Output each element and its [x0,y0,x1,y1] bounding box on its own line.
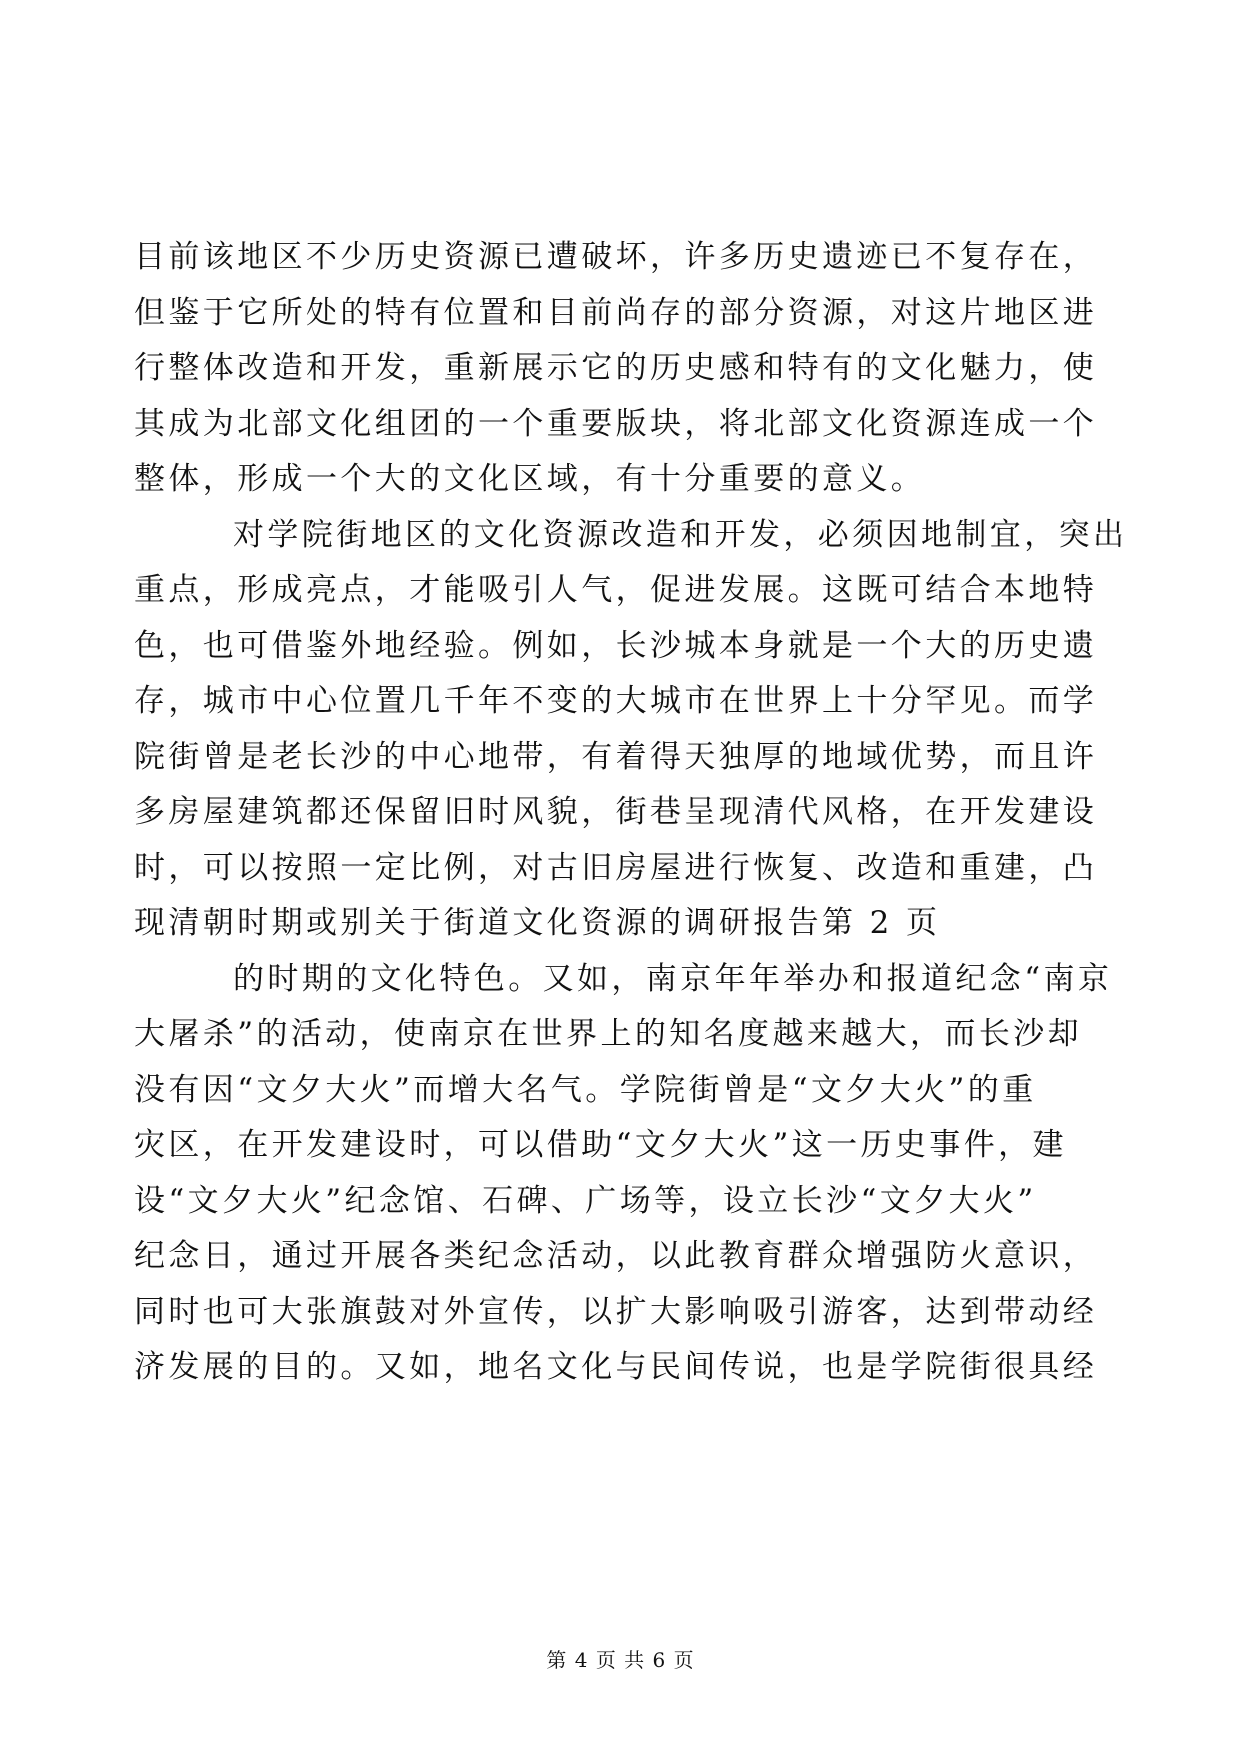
text-line: 院街曾是老长沙的中心地带，有着得天独厚的地域优势，而且许 [134,738,1098,775]
text-line: 纪念日，通过开展各类纪念活动，以此教育群众增强防火意识， [134,1238,1098,1274]
text-line: 但鉴于它所处的特有位置和目前尚存的部分资源，对这片地区进 [134,294,1098,331]
text-line: 设“文夕大火”纪念馆、石碑、广场等，设立长沙“文夕大火” [134,1182,1037,1219]
text-line: 现清朝时期或别关于街道文化资源的调研报告第 2 页 [134,905,941,941]
text-line: 行整体改造和开发，重新展示它的历史感和特有的文化魅力，使 [134,350,1098,386]
text-line: 济发展的目的。又如，地名文化与民间传说，也是学院街很具经 [134,1349,1098,1385]
page-number-footer: 第 4 页 共 6 页 [546,1648,695,1672]
text-line: 目前该地区不少历史资源已遭破坏，许多历史遗迹已不复存在， [134,239,1098,275]
text-line: 色，也可借鉴外地经验。例如，长沙城本身就是一个大的历史遗 [134,627,1098,664]
paragraph-start-line: 对学院街地区的文化资源改造和开发，必须因地制宜，突出 [233,516,1128,553]
text-line: 灾区，在开发建设时，可以借助“文夕大火”这一历史事件，建 [134,1127,1067,1163]
paragraph-start-line: 的时期的文化特色。又如，南京年年举办和报道纪念“南京 [233,960,1113,997]
text-line: 整体，形成一个大的文化区域，有十分重要的意义。 [134,461,926,497]
text-line: 大屠杀”的活动，使南京在世界上的知名度越来越大，而长沙却 [134,1016,1083,1052]
text-line: 存，城市中心位置几千年不变的大城市在世界上十分罕见。而学 [134,683,1098,719]
text-line: 同时也可大张旗鼓对外宣传，以扩大影响吸引游客，达到带动经 [134,1293,1098,1330]
text-line: 其成为北部文化组团的一个重要版块，将北部文化资源连成一个 [134,405,1098,442]
text-line: 时，可以按照一定比例，对古旧房屋进行恢复、改造和重建，凸 [134,849,1098,886]
document-body [134,230,1128,1396]
text-line: 多房屋建筑都还保留旧时风貌，街巷呈现清代风格，在开发建设 [134,794,1098,830]
text-line: 重点，形成亮点，才能吸引人气，促进发展。这既可结合本地特 [134,572,1098,608]
text-line: 没有因“文夕大火”而增大名气。学院街曾是“文夕大火”的重 [134,1071,1037,1108]
